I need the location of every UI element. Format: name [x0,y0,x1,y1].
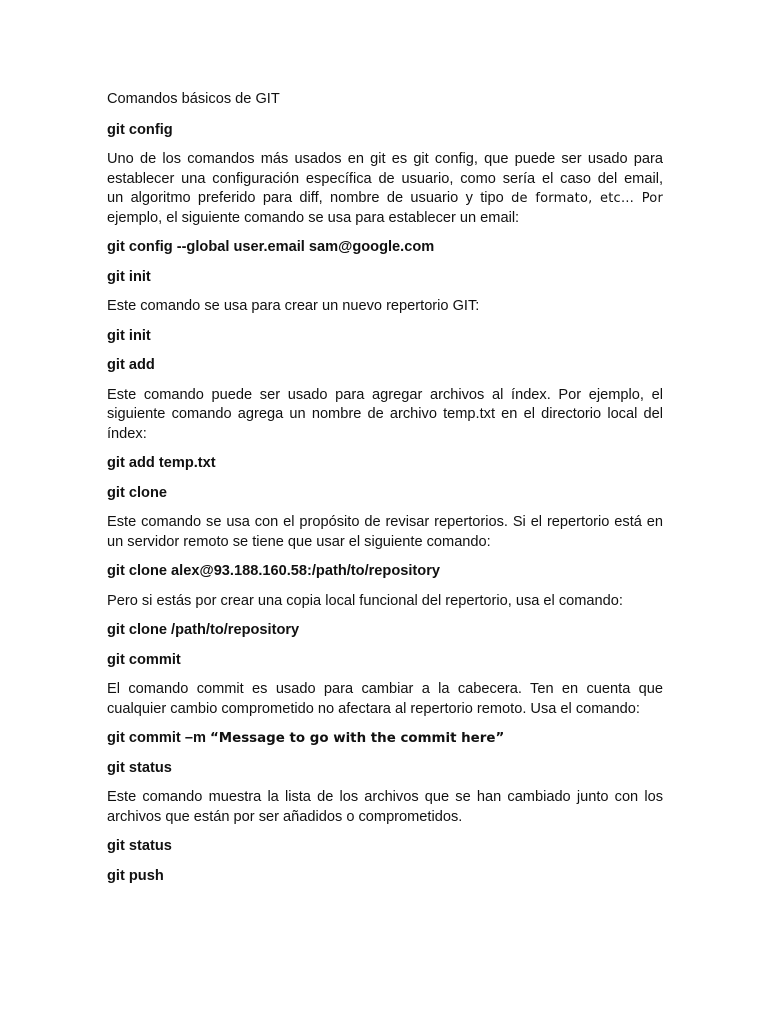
section-heading-git-add: git add [107,357,155,373]
paragraph-git-init [107,297,663,317]
command-git-commit [107,729,663,749]
command-git-status: git status [107,838,172,854]
paragraph-line [107,189,663,209]
command-git-init: git init [107,327,151,344]
section-heading-git-status: git status [107,759,172,776]
paragraph-line: Este comando puede ser usado para agregar archivos al índex. Por ejemplo, el [107,386,663,403]
command-git-clone-remote: git clone alex@93.188.160.58:/path/to/repository [107,563,440,579]
paragraph-git-commit [107,680,663,719]
section-heading-git-init: git init [107,268,151,285]
paragraph-line: Este comando se usa para crear un nuevo repertorio GIT: [107,298,480,314]
paragraph-line: cualquier cambio comprometido no afectara al repertorio remoto. Usa el comando: [107,700,640,717]
paragraph-line: establecer una configuración específica de usuario, como sería el caso del email, [107,170,663,187]
paragraph-line-tail: de formato, etc… Por [511,191,663,206]
paragraph-line: Este comando muestra la lista de los archivos que se han cambiado junto con los [107,789,663,805]
paragraph-git-add [107,386,663,445]
command-git-add: git add temp.txt [107,455,216,471]
section-heading-git-push: git push [107,867,164,884]
paragraph-line: Este comando se usa con el propósito de revisar repertorios. Si el repertorio está en [107,514,663,530]
document-title: Comandos básicos de GIT [107,91,280,107]
paragraph-line: ejemplo, el siguiente comando se usa para establecer un email: [107,209,520,226]
command-git-config: git config --global user.email sam@google.com [107,239,435,255]
section-heading-git-config: git config [107,121,173,138]
paragraph-line: siguiente comando agrega un nombre de archivo temp.txt en el directorio local del [107,406,663,422]
paragraph-line-head: un algoritmo preferido para diff, nombre de usuario y tipo [107,190,512,206]
document-page [107,90,663,896]
paragraph-line: índex: [107,425,147,442]
command-prefix: git commit –m [107,730,210,746]
paragraph-line: Uno de los comandos más usados en git es git config, que puede ser usado para [107,151,663,167]
paragraph-git-clone [107,513,663,552]
paragraph-git-status [107,788,663,827]
paragraph-git-clone-local: Pero si estás por crear una copia local funcional del repertorio, usa el comando: [107,592,623,609]
command-git-clone-local: git clone /path/to/repository [107,622,300,638]
paragraph-git-config [107,150,663,228]
section-heading-git-clone: git clone [107,484,167,501]
command-message: “Message to go with the commit here” [209,731,505,746]
paragraph-line: archivos que están por ser añadidos o comprometidos. [107,808,463,825]
paragraph-line: un servidor remoto se tiene que usar el siguiente comando: [107,533,491,550]
section-heading-git-commit: git commit [107,651,181,668]
paragraph-line: El comando commit es usado para cambiar a la cabecera. Ten en cuenta que [107,681,663,697]
